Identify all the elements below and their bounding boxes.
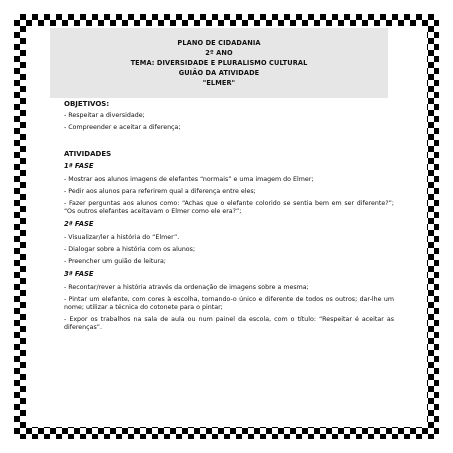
header-line-5: "ELMER": [202, 79, 236, 87]
header-line-2: 2º ANO: [205, 49, 233, 57]
fase-2-title: 2ª FASE: [64, 220, 94, 228]
fase-3-item: - Expor os trabalhos na sala de aula ou num painel da escola, com o título: “Respeitar é aceitar as diferenças”.: [64, 316, 394, 331]
header-line-4: GUIÃO DA ATIVIDADE: [178, 69, 260, 77]
fase-1-title: 1ª FASE: [64, 162, 94, 170]
fase-3-title: 3ª FASE: [64, 270, 94, 278]
objetivo-item: - Compreender e aceitar a diferença;: [64, 124, 181, 131]
objetivo-item: - Respeitar a diversidade;: [64, 112, 145, 119]
atividades-heading: ATIVIDADES: [64, 150, 112, 158]
fase-3-item: - Pintar um elefante, com cores à escolha, tornando-o único e diferente de todos os outros; dar-lhe um nome; utilizar a técnica do cotonete para o pintar;: [64, 296, 394, 311]
fase-3-item: - Recontar/rever a história através da ordenação de imagens sobre a mesma;: [64, 284, 309, 291]
header-line-3: TEMA: DIVERSIDADE E PLURALISMO CULTURAL: [130, 59, 308, 67]
fase-2-item: - Dialogar sobre a história com os alunos;: [64, 246, 196, 253]
fase-1-item: - Mostrar aos alunos imagens de elefantes “normais” e uma imagem do Elmer;: [64, 176, 314, 183]
fase-1-item: - Fazer perguntas aos alunos como: “Achas que o elefante colorido se sentia bem em ser diferente?”; “Os outros elefantes aceitavam o Elmer como ele era?”;: [64, 200, 394, 215]
fase-2-item: - Visualizar/ler a história do “Elmer”.: [64, 234, 180, 241]
fase-2-item: - Preencher um guião de leitura;: [64, 258, 166, 265]
header-box: [50, 28, 388, 98]
objetivos-heading: OBJETIVOS:: [64, 100, 110, 108]
fase-1-item: - Pedir aos alunos para referirem qual a diferença entre eles;: [64, 188, 256, 195]
document-body: [64, 100, 394, 336]
header-line-1: PLANO DE CIDADANIA: [177, 39, 261, 47]
